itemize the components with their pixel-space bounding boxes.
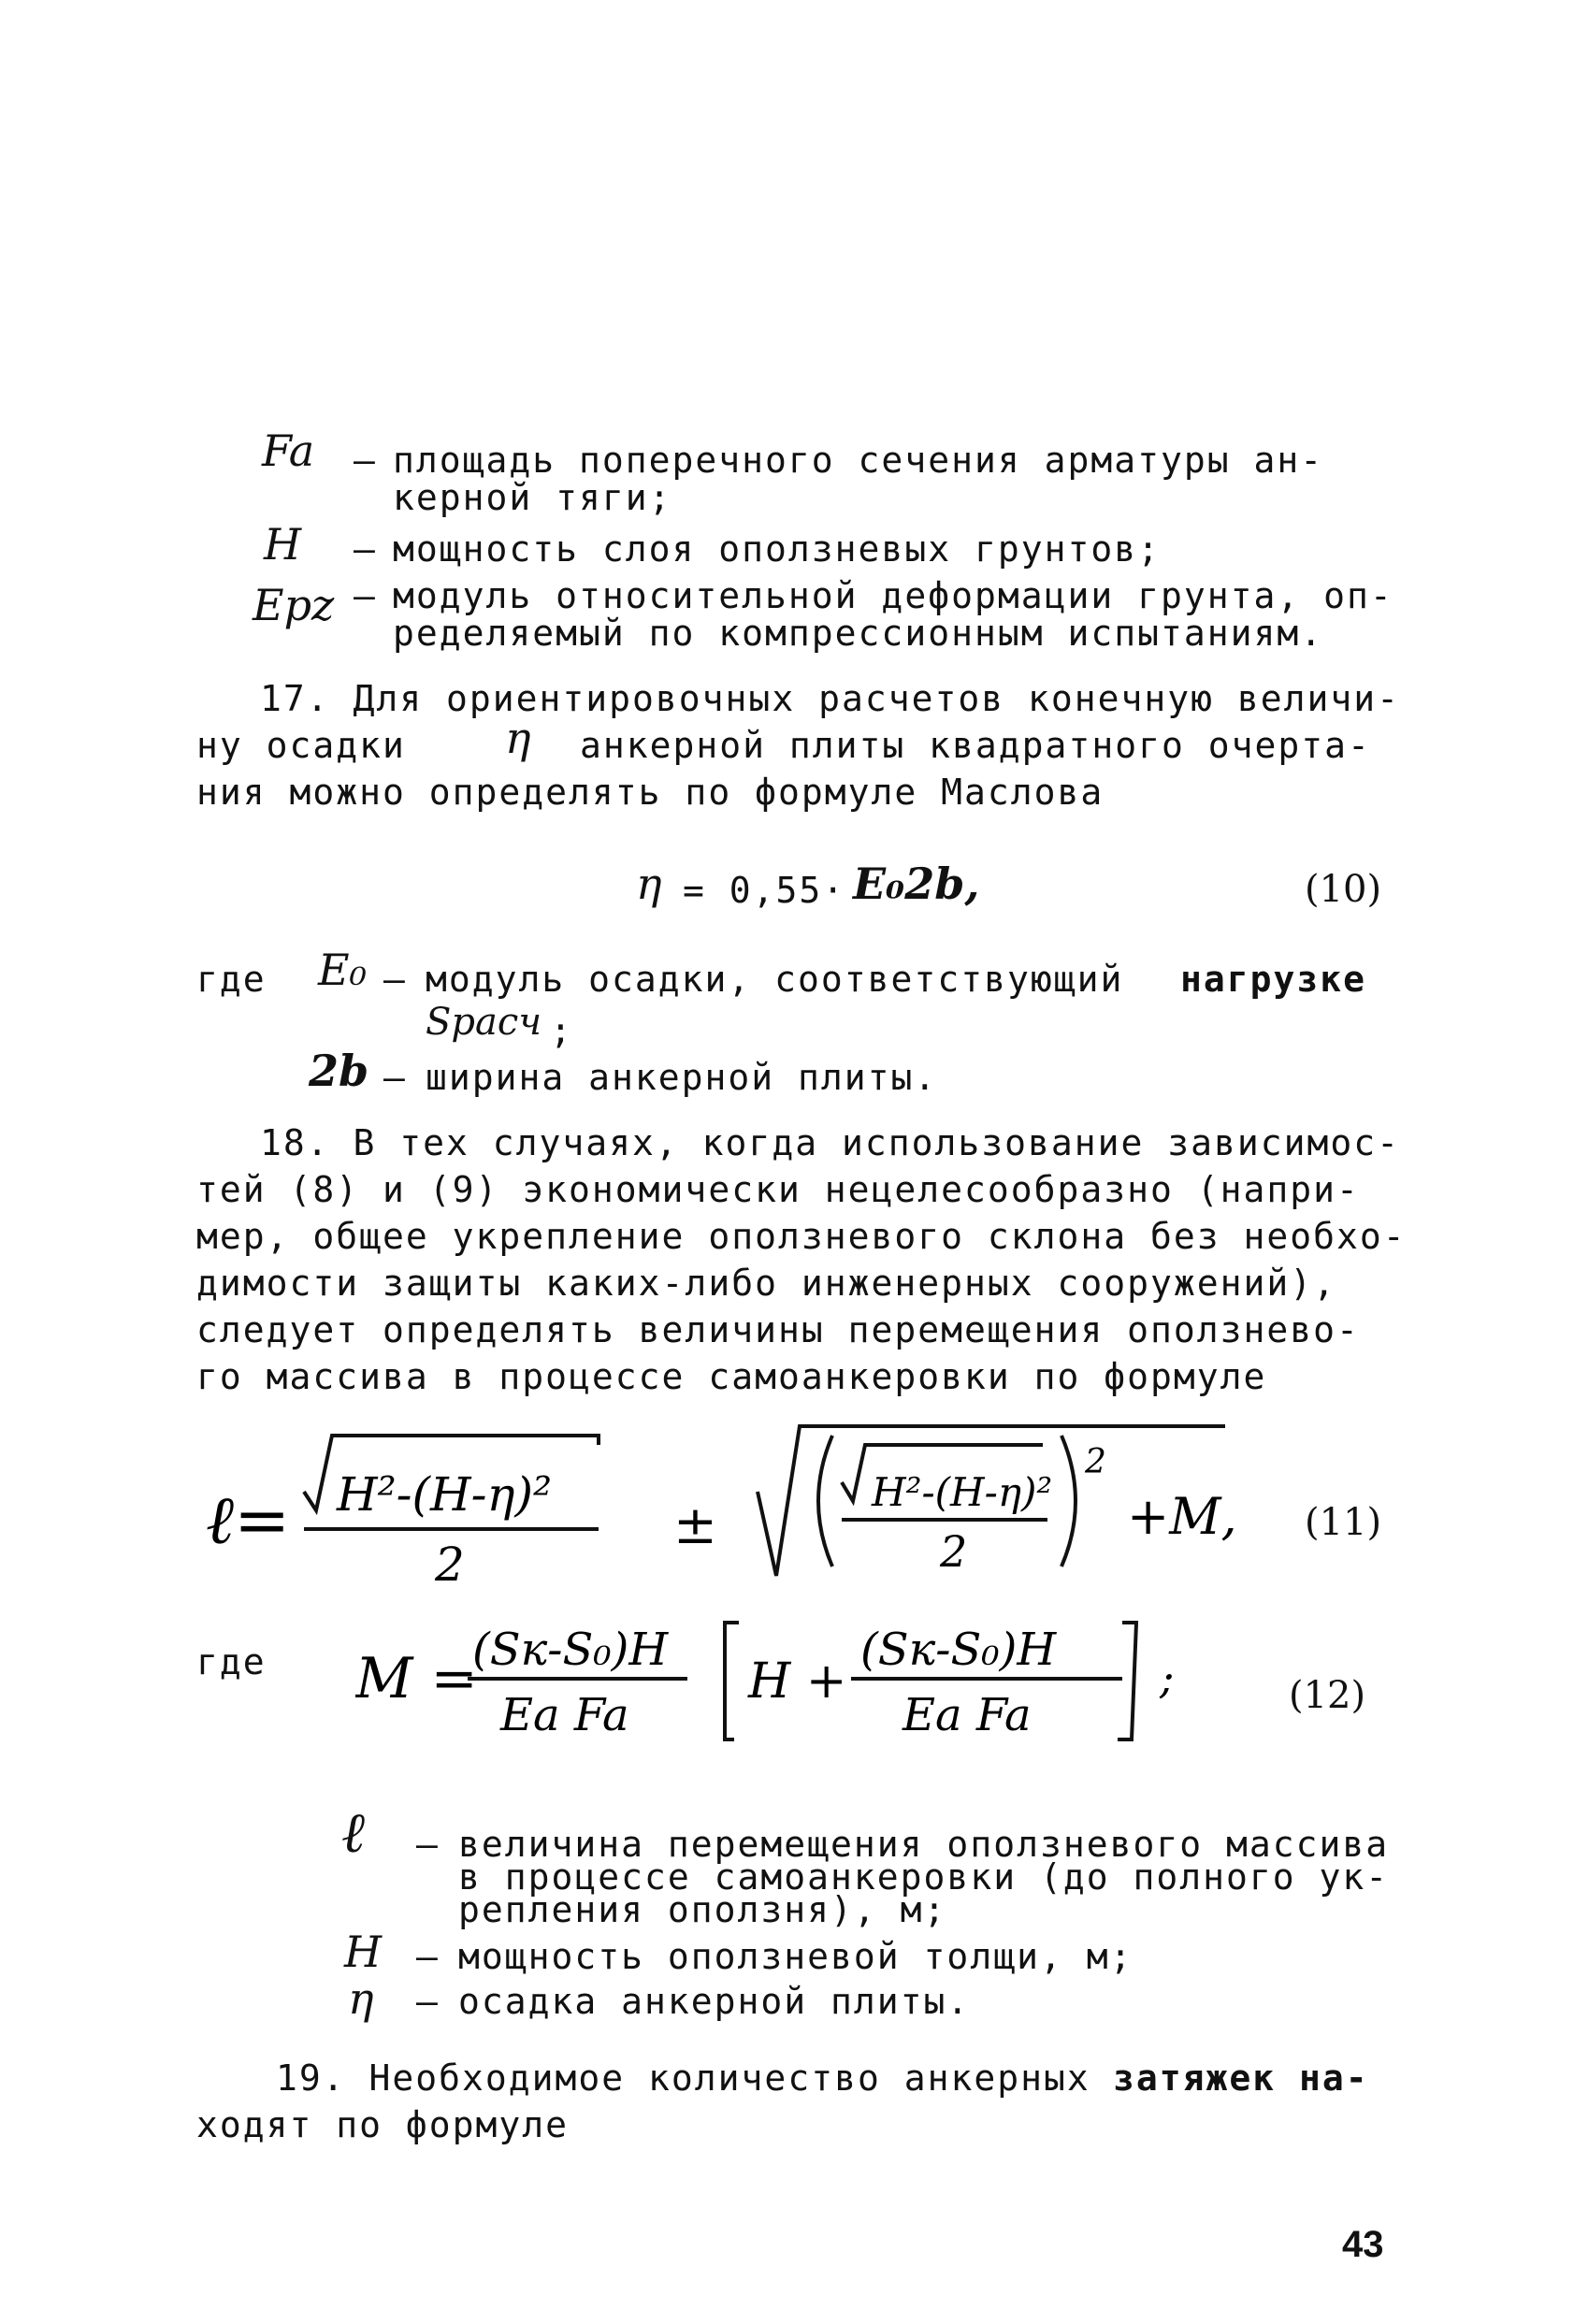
equation-11: [206, 1417, 1384, 1604]
symbol-h: H: [264, 519, 302, 570]
where-e0-text: модуль осадки, соответствующий: [426, 959, 1124, 1000]
def-fa-line2: керной тяги;: [393, 477, 672, 518]
eq11-number: (11): [1305, 1501, 1382, 1544]
eq11-den-inner: 2: [940, 1526, 968, 1577]
where-semicolon: ;: [550, 1010, 573, 1051]
dash: –: [416, 1981, 438, 2022]
def-l-line3: репления оползня), м;: [458, 1889, 947, 1930]
symbol-e0: E₀: [318, 945, 368, 995]
eq11-num-left: H²-(H-η)²: [337, 1467, 553, 1522]
dash: –: [383, 959, 405, 1000]
eq11-pm: ±: [673, 1495, 717, 1556]
symbol-epz: Epz: [253, 580, 335, 630]
where-e0-text-bold: нагрузке: [1180, 959, 1367, 1000]
dash: –: [416, 1824, 438, 1865]
p18-line1: 18. В тех случаях, когда использование зависимос-: [260, 1122, 1401, 1163]
eq12-num1: (Sк-S₀)H: [472, 1624, 669, 1676]
def-fa-line1: площадь поперечного сечения арматуры ан-: [393, 440, 1324, 481]
symbol-h2: H: [344, 1927, 383, 1977]
eq11-den-left: 2: [435, 1537, 465, 1592]
def-h-line1: мощность слоя оползневых грунтов;: [393, 528, 1161, 570]
def-epz-line2: ределяемый по компрессионным испытаниям.: [393, 613, 1324, 654]
p19-line2: ходят по формуле: [196, 2104, 570, 2145]
p18-line2: тей (8) и (9) экономически нецелесообразно (напри-: [196, 1169, 1360, 1210]
eq12-where: где: [196, 1641, 267, 1682]
def-l-line2: в процессе самоанкеровки (до полного ук-: [458, 1856, 1390, 1898]
symbol-spasch: Sрасч: [426, 1001, 542, 1044]
eq12-number: (12): [1289, 1674, 1366, 1717]
where-label: где: [196, 959, 267, 1000]
eq12-den1: Ea Fa: [500, 1689, 629, 1741]
p19-line1b: затяжек на-: [1113, 2057, 1369, 2099]
eq11-sq: 2: [1085, 1443, 1106, 1481]
dash: –: [383, 1057, 405, 1098]
def-h2-line1: мощность оползневой толщи, м;: [458, 1936, 1134, 1977]
def-epz-line1: модуль относительной деформации грунта, оп-: [393, 575, 1393, 616]
eq10-number: (10): [1305, 868, 1382, 911]
where-2b-text: ширина анкерной плиты.: [426, 1057, 938, 1098]
eq10-rhs: = 0,55·: [683, 870, 846, 911]
eq11-l: ℓ=: [206, 1480, 291, 1559]
page-number: 43: [1342, 2224, 1384, 2265]
symbol-fa: Fa: [262, 426, 315, 476]
eq12-h-plus: H +: [748, 1653, 847, 1710]
symbol-eta2: η: [348, 1973, 374, 2024]
p17-line2b: анкерной плиты квадратного очерта-: [580, 725, 1371, 766]
dash: –: [354, 440, 375, 481]
p18-line6: го массива в процессе самоанкеровки по формуле: [196, 1356, 1267, 1397]
symbol-l: ℓ: [341, 1800, 365, 1866]
p17-line2a: ну осадки: [196, 725, 406, 766]
def-eta2-line1: осадка анкерной плиты.: [458, 1981, 971, 2022]
eq10-lhs: η: [636, 859, 662, 909]
eq12-num2: (Sк-S₀)H: [860, 1624, 1057, 1676]
p17-line1: 17. Для ориентировочных расчетов конечную величи-: [260, 678, 1401, 719]
eq11-num-inner: H²-(H-η)²: [872, 1469, 1053, 1515]
eq11-plus-m: +M,: [1127, 1487, 1237, 1546]
dash: –: [354, 528, 375, 570]
p17-line3: ния можно определять по формуле Маслова: [196, 772, 1105, 813]
dash: –: [416, 1936, 438, 1977]
eq10-term: E₀2b,: [853, 859, 980, 909]
symbol-2b: 2b: [309, 1046, 369, 1096]
def-l-line1: величина перемещения оползневого массива: [458, 1824, 1390, 1865]
p18-line4: димости защиты каких-либо инженерных сооружений),: [196, 1263, 1337, 1304]
p19-line1a: 19. Необходимое количество анкерных: [276, 2057, 1090, 2099]
equation-12: [355, 1604, 1197, 1754]
p18-line5: следует определять величины перемещения оползнево-: [196, 1309, 1360, 1350]
eq12-semicolon: ;: [1160, 1653, 1175, 1703]
eq12-m: M =: [355, 1646, 478, 1711]
symbol-eta: η: [505, 713, 531, 763]
dash: –: [354, 575, 375, 616]
p18-line3: мер, общее укрепление оползневого склона без необхо-: [196, 1216, 1407, 1257]
eq12-den2: Ea Fa: [903, 1689, 1032, 1741]
